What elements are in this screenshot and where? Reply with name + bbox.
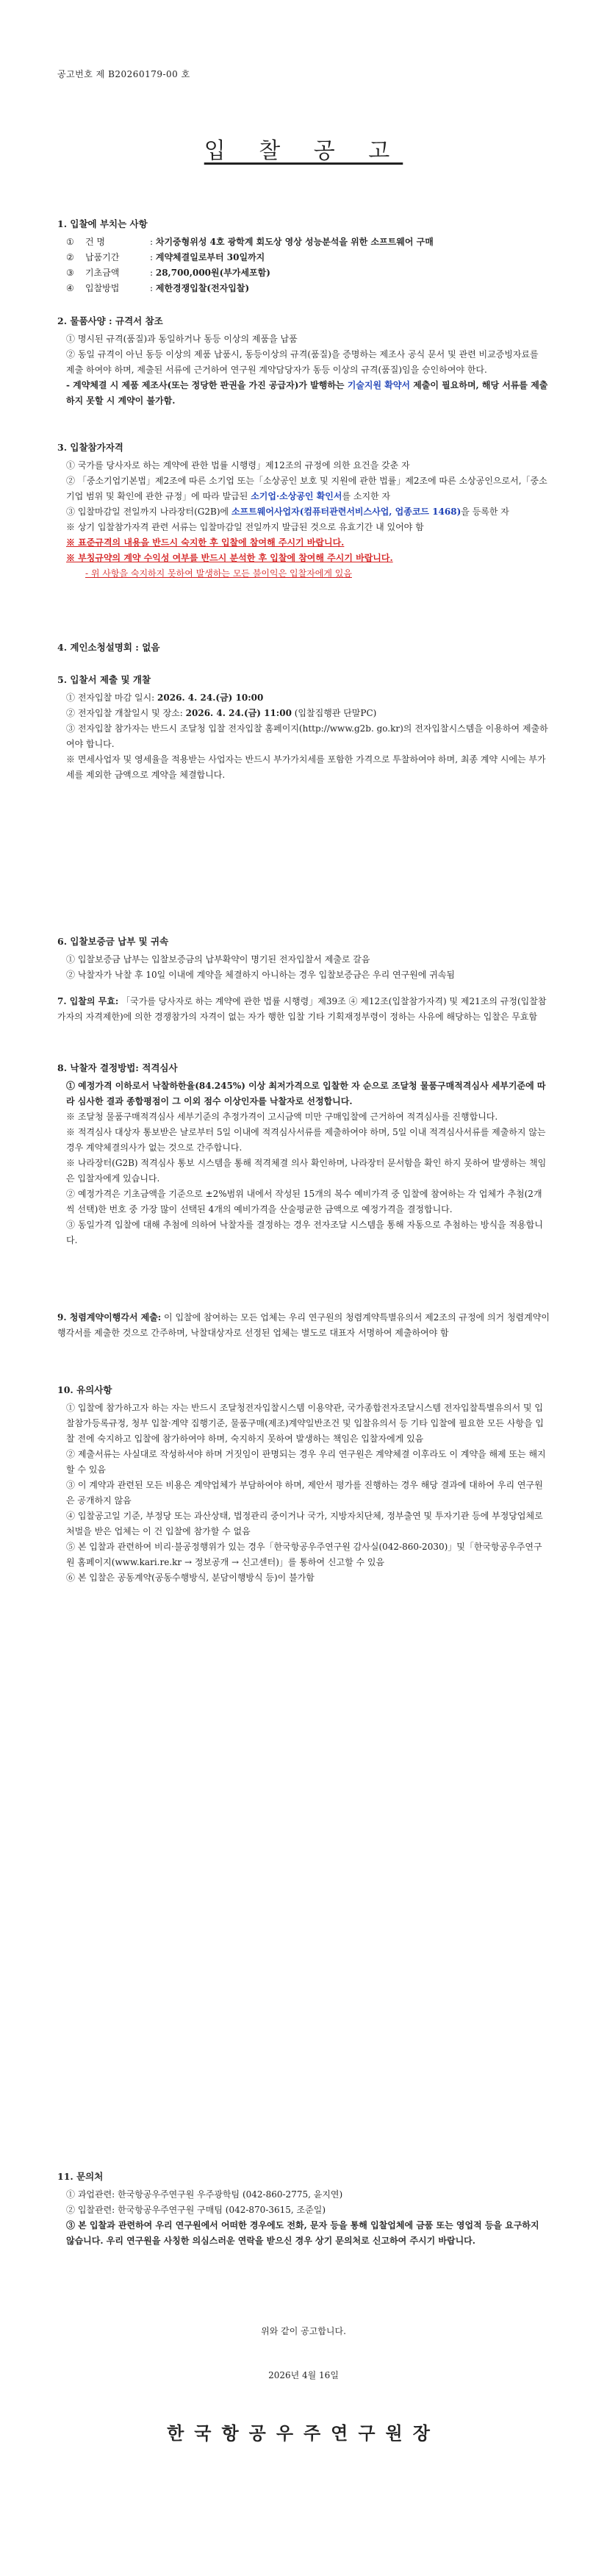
section-integrity: [57, 1310, 550, 1341]
eligibility-warning: ※ 표준규격의 내용을 반드시 숙지한 후 입찰에 참여해 주시기 바랍니다.: [66, 537, 345, 548]
section-deposit: [57, 934, 550, 983]
spec-item: ② 동일 규격이 아닌 동등 이상의 제품 납품시, 동등이상의 규격(품질)을 증명하는 제조사 공식 문서 및 관련 비교증빙자료를 제출 하여야 하며, 제출된 서류에 근거하여 연구원 계약담당자가 동등 이상의 규격(품질)임을 승인하여야 한다.: [66, 349, 539, 375]
note-item: ④ 입찰공고일 기준, 부정당 또는 과산상태, 법정관리 중이거나 국가, 지방자치단체, 정부출연 및 투자기관 등에 부정당업체로 처벌을 받은 업체는 이 건 입찰에 참가할 수 없음: [66, 1511, 543, 1536]
section-heading: 9. 청렴계약이행각서 제출:: [57, 1312, 162, 1323]
note-item: ⑤ 본 입찰과 관련하여 비리·불공정행위가 있는 경우「한국항공우주연구원 감사실(042-860-2030)」및「한국항공우주연구원 홈페이지(www.kari.re.kr → 정보공개 → 신고센터)」를 통하여 신고할 수 있음: [66, 1542, 542, 1567]
deposit-item: ② 낙찰자가 낙찰 후 10일 이내에 계약을 체결하지 아니하는 경우 입찰보증금은 우리 연구원에 귀속됨: [66, 970, 455, 980]
integrity-text: 이 입찰에 참여하는 모든 업체는 우리 연구원의 청렴계약특별유의서 제2조의 규정에 의거 청렴계약이행각서를 제출한 것으로 간주하며, 낙찰대상자로 선정된 업체는 별도로 대표자 서명하여 제출하여야 함: [57, 1312, 550, 1338]
section-heading: 8. 낙찰자 결정방법: 적격심사: [57, 1062, 178, 1073]
submission-note: ※ 면세사업자 및 영세율을 적용받는 사업자는 반드시 부가가치세를 포함한 가격으로 투찰하여야 하며, 최종 계약 시에는 부가세를 제외한 금액으로 계약을 체결합니다.: [66, 754, 546, 780]
bid-item-amount: ③ 기초금액 : 28,700,000원(부가세포함): [66, 268, 270, 278]
deposit-item: ① 입찰보증금 납부는 입찰보증금의 납부확약이 명기된 전자입찰서 제출로 갈음: [66, 954, 370, 965]
spec-item: ① 명시된 규격(품질)과 동일하거나 동등 이상의 제품을 납품: [66, 334, 298, 344]
bid-item-period: ② 납품기간 : 계약체결일로부터 30일까지: [66, 252, 265, 262]
eligibility-warning: ※ 부칭규약의 계약 수익성 여부를 반드시 분석한 후 입찰에 참여해 주시기 바랍니다.: [66, 553, 393, 563]
section-briefing: [57, 640, 550, 658]
notice-number: 공고번호 제 B20260179-00 호: [57, 69, 190, 79]
opening-datetime: ② 전자입찰 개찰일시 및 장소: 2026. 4. 24.(금) 11:00 (입찰집행관 단말PC): [66, 708, 377, 718]
award-note: ※ 적격심사 대상자 통보받은 날로부터 5일 이내에 적격심사서류를 제출하여야 하며, 5일 이내 적격심사서류를 제출하지 않는 경우 계약체결의사가 없는 것으로 간주합니다.: [66, 1127, 546, 1153]
spec-note: - 계약체결 시 제품 제조사(또는 정당한 판권을 가진 공급자)가 발행하는 기술지원 확약서 제출이 필요하며, 해당 서류를 제출하지 못할 시 계약이 불가함.: [66, 380, 548, 406]
issuer-name: 한국항공우주연구원장: [167, 2422, 440, 2444]
contact-item: ① 과업관련: 한국항공우주연구원 우주광학팀 (042-860-2775, 윤지연): [66, 2189, 343, 2200]
section-eligibility: [57, 440, 550, 582]
section-heading: 3. 입찰참가자격: [57, 442, 123, 453]
eligibility-note: ※ 상기 입찰참가자격 관련 서류는 입찰마감일 전일까지 발급된 것으로 유효기간 내 있어야 함: [66, 522, 424, 532]
section-heading: 6. 입찰보증금 납부 및 귀속: [57, 936, 169, 947]
submission-deadline: ① 전자입찰 마감 일시: 2026. 4. 24.(금) 10:00: [66, 693, 264, 703]
contact-item: ② 입찰관련: 한국항공우주연구원 구매팀 (042-870-3615, 조준일): [66, 2205, 326, 2215]
award-item: ② 예정가격은 기초금액을 기준으로 ±2%범위 내에서 작성된 15개의 복수 예비가격 중 입찰에 참여하는 각 업체가 추첨(2개씩 선택)한 번호 중 가장 많이 선택된 4개의 예비가격을 산술평균한 금액으로 예정가격을 결정합니다.: [66, 1189, 542, 1214]
eligibility-warning: - 위 사항을 숙지하지 못하여 발생하는 모든 불이익은 입찰자에게 있음: [85, 568, 352, 579]
section-invalid: [57, 994, 550, 1025]
award-item: ① 예정가격 이하로서 낙찰하한율(84.245%) 이상 최저가격으로 입찰한 자 순으로 조달청 물품구매적격심사 세부기준에 따라 심사한 결과 종합평점이 그 이외 점수 이상인자를 낙찰자로 선정합니다.: [66, 1081, 546, 1106]
closing-text: 위와 같이 공고합니다.: [261, 2326, 346, 2336]
award-note: ※ 조달청 물품구매적격심사 세부기준의 추정가격이 고시금액 미만 구매입찰에 근거하여 적격심사를 진행합니다.: [66, 1112, 498, 1122]
section-heading: 7. 입찰의 무효:: [57, 996, 119, 1006]
section-award: [57, 1060, 550, 1248]
section-heading: 1. 입찰에 부치는 사항: [57, 218, 148, 229]
section-bid-items: [57, 216, 550, 296]
eligibility-item: ① 국가를 당사자로 하는 계약에 관한 법률 시행령」제12조의 규정에 의한 요건을 갖춘 자: [66, 460, 410, 471]
eligibility-item: ③ 입찰마감일 전일까지 나라장터(G2B)에 소프트웨어사업자(컴퓨터관련서비스사업, 업종코드 1468)을 등록한 자: [66, 507, 509, 517]
invalid-text: 「국가를 당사자로 하는 계약에 관한 법률 시행령」제39조 ④ 제12조(입찰참가자격) 및 제21조의 규정(입찰참가자의 자격제한)에 의한 경쟁참가의 자격이 없는 자가 행한 입찰 기타 기획재정부령이 정하는 사유에 해당하는 입찰은 무효함: [57, 996, 547, 1022]
note-item: ② 제출서류는 사실대로 작성하셔야 하며 거짓임이 판명되는 경우 우리 연구원은 계약체결 이후라도 이 계약을 해제 또는 해지할 수 있음: [66, 1449, 546, 1475]
section-heading: 2. 물품사양 : 규격서 참조: [57, 315, 163, 326]
award-note: ※ 나라장터(G2B) 적격심사 통보 시스템을 통해 적격체결 의사 확인하며, 나라장터 문서함을 확인 하지 못하여 발생하는 책임은 입찰자에게 있습니다.: [66, 1158, 547, 1184]
section-notes: [57, 1382, 550, 1586]
eligibility-item: ② 「중소기업기본법」제2조에 따른 소기업 또는「소상공인 보호 및 지원에 관한 법률」제2조에 따른 소상공인으로서,「중소기업 범위 및 확인에 관한 규정」에 따라 발급된 소기업·소상공인 확인서를 소지한 자: [66, 476, 547, 501]
notice-date: 2026년 4월 16일: [268, 2370, 339, 2380]
contact-warning: ③ 본 입찰과 관련하여 우리 연구원에서 어떠한 경우에도 전화, 문자 등을 통해 입찰업체에 금품 또는 영업적 등을 요구하지 않습니다. 우리 연구원을 사칭한 의심스러운 연락을 받으신 경우 상기 문의처로 신고하여 주시기 바랍니다.: [66, 2220, 539, 2246]
section-heading: 5. 입찰서 제출 및 개찰: [57, 674, 151, 685]
section-submission: [57, 672, 550, 783]
note-item: ③ 이 계약과 관련된 모든 비용은 계약업체가 부담하여야 하며, 제안서 평가를 진행하는 경우 해당 결과에 대하여 우리 연구원은 공개하지 않음: [66, 1480, 543, 1506]
section-heading: 4. 계인소청설명회 : 없음: [57, 642, 160, 653]
section-heading: 10. 유의사항: [57, 1384, 112, 1395]
section-spec: [57, 313, 550, 409]
page-title: 입 찰 공 고: [204, 138, 403, 164]
submission-item: ③ 전자입찰 참가자는 반드시 조달청 입찰 전자입찰 홈페이지(http://www.g2b. go.kr)의 전자입찰시스템을 이용하여 제출하여야 합니다.: [66, 723, 548, 749]
section-contact: [57, 2169, 550, 2249]
bid-item-method: ④ 입찰방법 : 제한경쟁입찰(전자입찰): [66, 283, 250, 293]
note-item: ⑥ 본 입찰은 공동계약(공동수행방식, 분담이행방식 등)이 불가함: [66, 1573, 315, 1583]
section-heading: 11. 문의처: [57, 2171, 104, 2182]
bid-item-name: ① 건 명 : 차기중형위성 4호 광학계 회도상 영상 성능분석을 위한 소프트웨어 구매: [66, 237, 434, 247]
award-item: ③ 동일가격 입찰에 대해 추첨에 의하여 낙찰자를 결정하는 경우 전자조달 시스템을 통해 자동으로 추첨하는 방식을 적용합니다.: [66, 1220, 543, 1245]
note-item: ① 입찰에 참가하고자 하는 자는 반드시 조달청전자입찰시스템 이용약관, 국가종합전자조달시스템 전자입찰특별유의서 및 입찰참가등록규정, 청부 입찰·계약 집행기준, 물품구매(제조)계약일반조건 및 입찰유의서 등 기타 입찰에 필요한 모든 사항을 입찰 전에 숙지하고 입찰에 참가하여야 하며, 숙지하지 못하여 발생하는 책임은 입찰자에게 있음: [66, 1403, 544, 1444]
